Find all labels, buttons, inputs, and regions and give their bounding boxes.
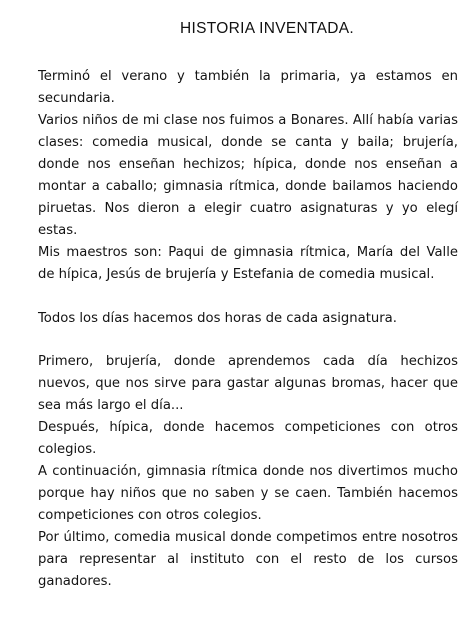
paragraph-spacer: [38, 286, 458, 308]
paragraph: Terminó el verano y también la primaria, ya estamos en secundaria.: [38, 69, 458, 106]
paragraph: Por último, comedia musical donde competimos entre nosotros para representar al instituto con el resto de los cursos ganadores.: [38, 530, 458, 589]
paragraph: Todos los días hacemos dos horas de cada asignatura.: [38, 311, 397, 326]
paragraph: A continuación, gimnasia rítmica donde nos divertimos mucho porque hay niños que no saben y se caen. También hacemos competiciones con otros colegios.: [38, 464, 458, 523]
document-body: [38, 66, 458, 593]
paragraph: Mis maestros son: Paqui de gimnasia rítmica, María del Valle de hípica, Jesús de brujería y Estefania de comedia musical.: [38, 245, 458, 282]
paragraph-spacer: [38, 330, 458, 351]
paragraph: Varios niños de mi clase nos fuimos a Bonares. Allí había varias clases: comedia musical, donde se canta y baila; brujería, donde nos enseñan hechizos; hípica, donde nos enseñan a montar a caballo; gimnasia rítmica, donde bailamos haciendo piruetas. Nos dieron a elegir cuatro asignaturas y yo elegí estas.: [38, 113, 458, 238]
paragraph: Primero, brujería, donde aprendemos cada día hechizos nuevos, que nos sirve para gastar algunas bromas, hacer que sea más largo el día...: [38, 354, 458, 413]
document-title: HISTORIA INVENTADA.: [180, 20, 354, 37]
paragraph: Después, hípica, donde hacemos competiciones con otros colegios.: [38, 420, 458, 457]
